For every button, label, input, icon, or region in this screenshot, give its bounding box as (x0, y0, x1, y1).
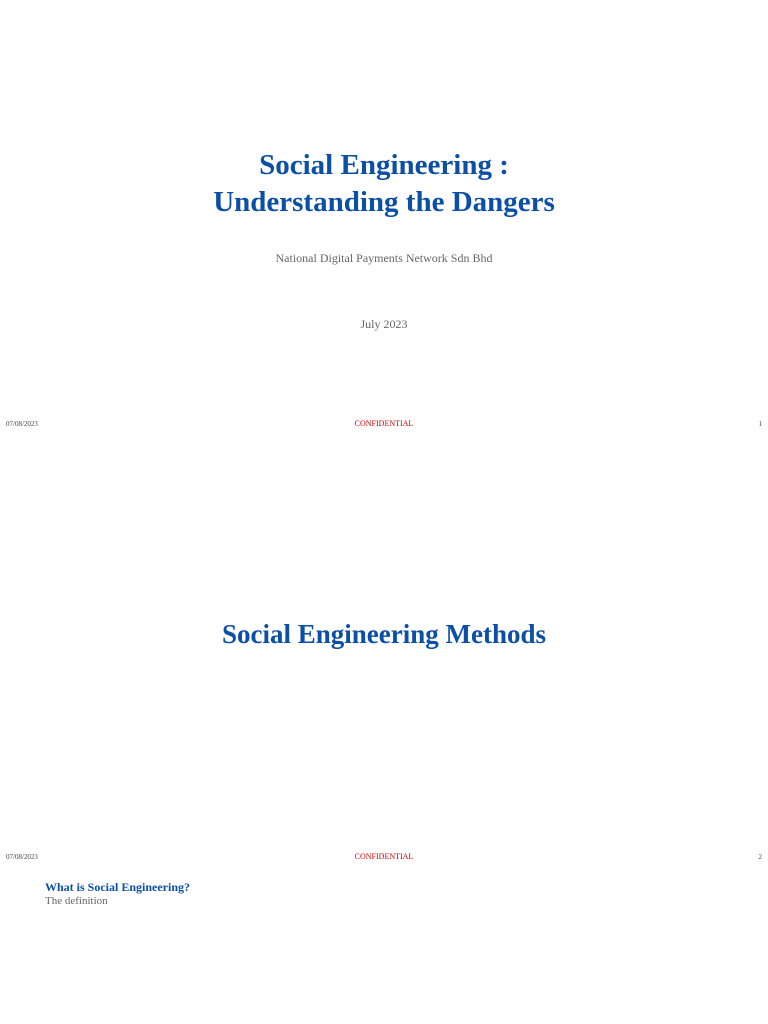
slide-2 (0, 434, 768, 868)
page-number: 2 (758, 853, 762, 861)
slide-footer (0, 418, 768, 430)
slide-footer (0, 851, 768, 863)
confidential-label: CONFIDENTIAL (354, 419, 414, 428)
slide-title-line-2: Understanding the Dangers (213, 186, 555, 218)
page-number: 1 (758, 420, 762, 428)
slide-3 (0, 868, 768, 1024)
organization-name: National Digital Payments Network Sdn Bhd (275, 251, 493, 265)
slide-1 (0, 0, 768, 434)
footer-date: 07/08/2023 (6, 420, 38, 428)
slide-title-line-1: Social Engineering : (259, 149, 509, 181)
slide-subheading: The definition (45, 895, 108, 907)
section-title: Social Engineering Methods (221, 619, 546, 649)
presentation-date: July 2023 (360, 317, 408, 331)
confidential-label: CONFIDENTIAL (354, 852, 414, 861)
footer-date: 07/08/2023 (6, 853, 38, 861)
slide-heading: What is Social Engineering? (45, 880, 191, 894)
